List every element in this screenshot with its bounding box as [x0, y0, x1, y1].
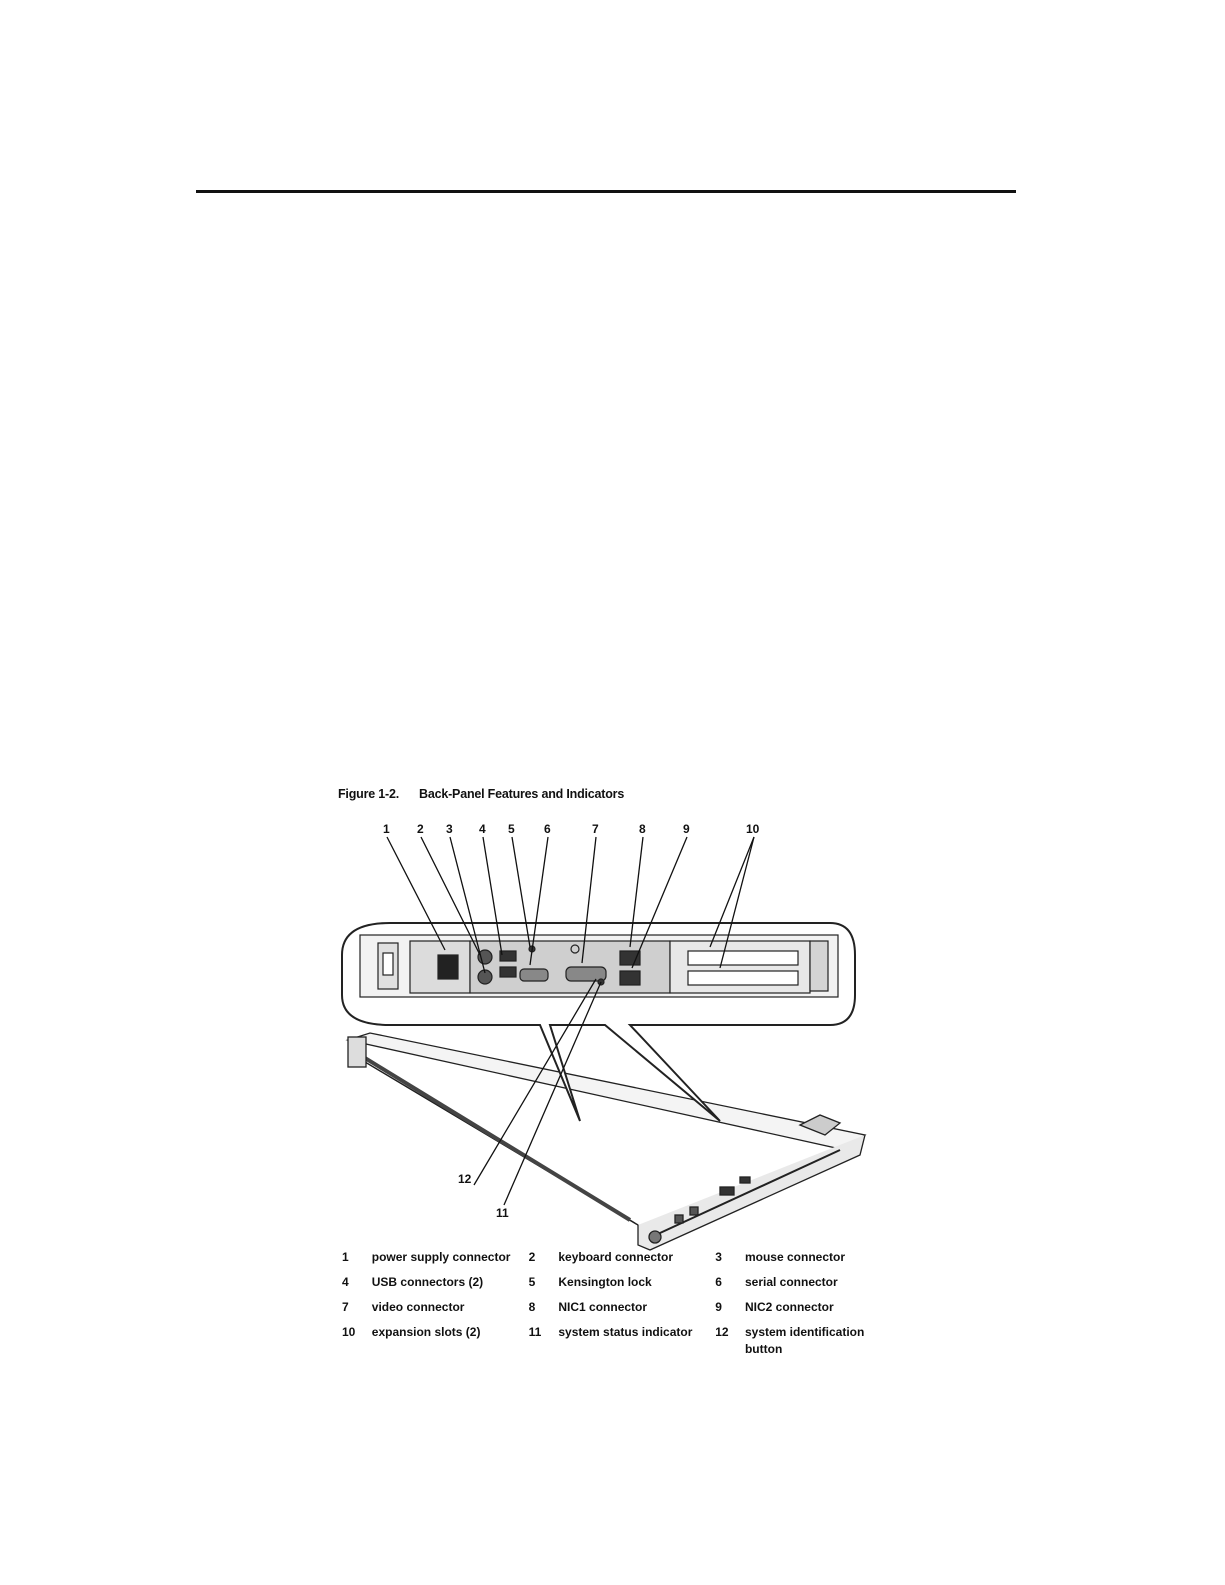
callout-1: 1 — [383, 822, 390, 836]
callout-11: 11 — [496, 1206, 509, 1220]
figure-number: Figure 1-2. — [338, 787, 400, 801]
legend-num: 1 — [342, 1250, 349, 1264]
legend-label: system identification button — [744, 1325, 865, 1356]
legend-num: 9 — [715, 1300, 722, 1314]
legend-num: 6 — [715, 1275, 722, 1289]
callout-4: 4 — [479, 822, 486, 836]
legend-label: expansion slots (2) — [371, 1325, 481, 1339]
legend-num: 11 — [528, 1325, 542, 1339]
legend-num: 5 — [528, 1275, 536, 1289]
legend-num: 8 — [528, 1300, 536, 1314]
callout-8: 8 — [639, 822, 646, 836]
figure-caption — [338, 787, 624, 801]
callout-5: 5 — [508, 822, 515, 836]
legend-row — [342, 1274, 902, 1299]
power-connector-icon — [438, 955, 458, 979]
back-panel-illustration — [320, 805, 910, 1275]
legend-num: 2 — [528, 1250, 536, 1264]
legend-label: USB connectors (2) — [371, 1275, 484, 1289]
usb-port-icon — [500, 951, 516, 961]
callout-6: 6 — [544, 822, 551, 836]
legend-row — [342, 1249, 902, 1274]
nic1-port-icon — [620, 951, 640, 965]
legend-label: mouse connector — [744, 1250, 845, 1264]
expansion-slot-icon — [688, 951, 798, 965]
legend-label: Kensington lock — [558, 1275, 652, 1289]
header-rule — [196, 190, 1016, 193]
legend-num: 3 — [715, 1250, 722, 1264]
legend-label: NIC2 connector — [744, 1300, 834, 1314]
callout-10: 10 — [746, 822, 760, 836]
callout-2: 2 — [417, 822, 424, 836]
legend-label: system status indicator — [558, 1325, 693, 1339]
callout-3: 3 — [446, 822, 453, 836]
legend-num: 4 — [342, 1275, 349, 1289]
legend-label: power supply connector — [371, 1250, 511, 1264]
figure — [320, 765, 910, 1390]
callout-12: 12 — [458, 1172, 472, 1186]
callout-9: 9 — [683, 822, 690, 836]
legend-label: keyboard connector — [558, 1250, 674, 1264]
legend-label: serial connector — [744, 1275, 838, 1289]
callout-7: 7 — [592, 822, 599, 836]
legend-table — [342, 1249, 902, 1366]
legend-label: video connector — [371, 1300, 465, 1314]
legend-num: 7 — [342, 1300, 349, 1314]
figure-title: Back-Panel Features and Indicators — [419, 787, 625, 801]
server-chassis — [348, 1033, 865, 1250]
legend-label: NIC1 connector — [558, 1300, 648, 1314]
legend-num: 12 — [715, 1325, 729, 1339]
nic2-port-icon — [620, 971, 640, 985]
serial-port-icon — [520, 969, 548, 981]
legend-row — [342, 1324, 902, 1366]
legend-num: 10 — [342, 1325, 356, 1339]
legend-row — [342, 1299, 902, 1324]
